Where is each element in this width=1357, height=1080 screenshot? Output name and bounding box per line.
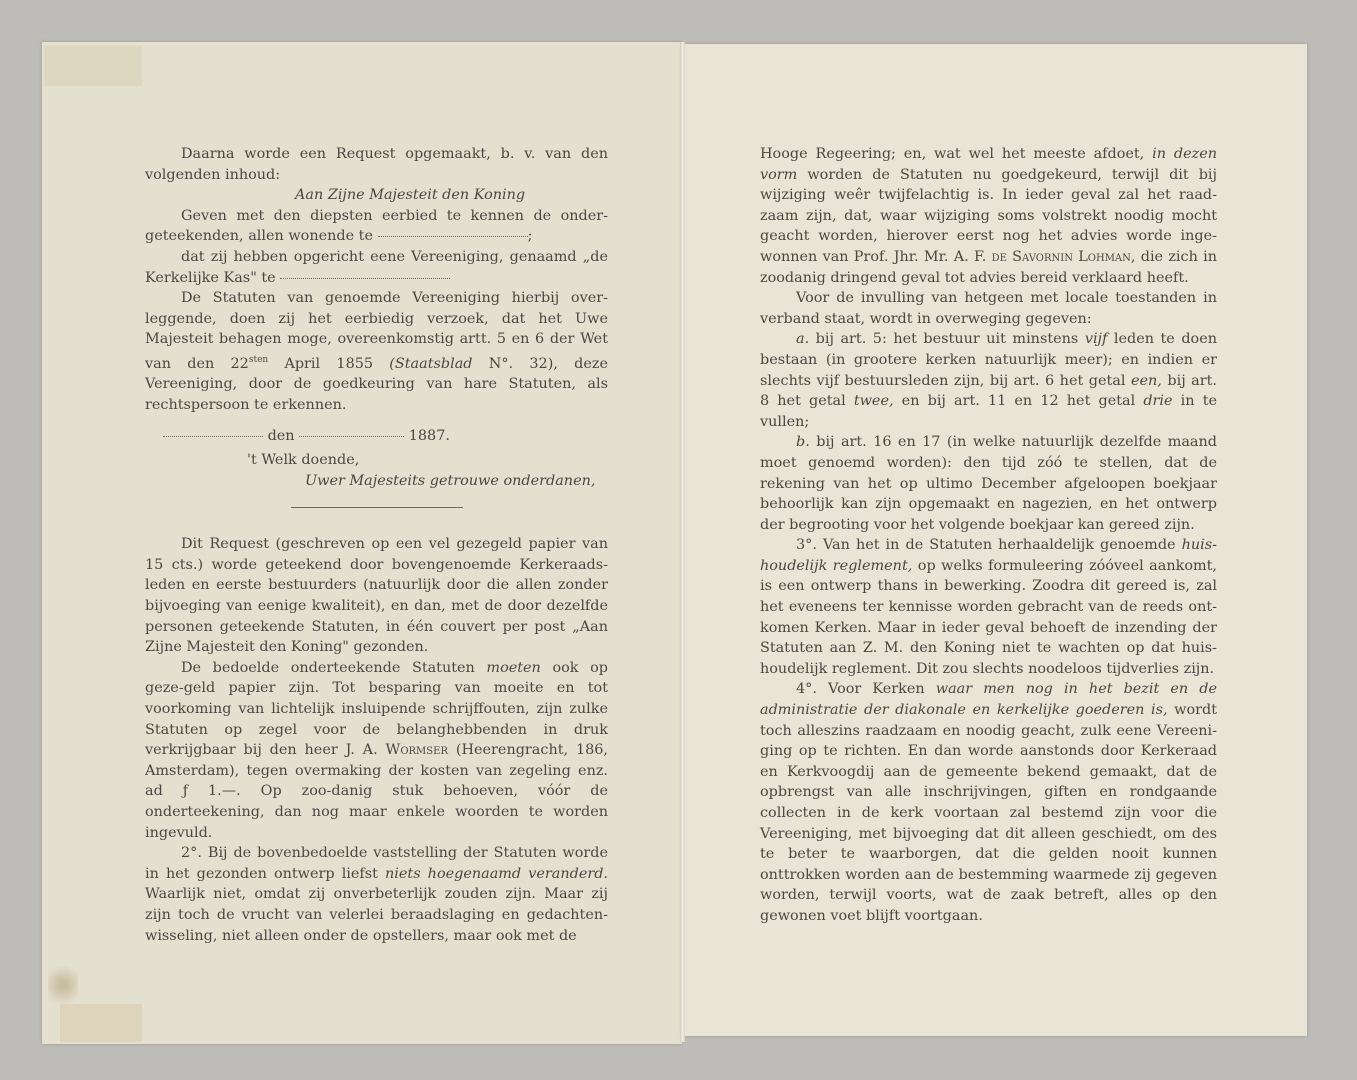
paragraph-continuation: Hooge Regeering; en, wat wel het meeste afdoet, in dezen vorm worden de Statuten nu goedgekeurd, terwijl dit bij wijziging weêr twijfelachtig is. In ieder geval zal het raad-zaam zijn, dat, waar wijziging soms volstrekt noodig mocht geacht worden, hierover eerst nog het advies worde inge-wonnen van Prof. Jhr. Mr. A. F. de Savornin Lohman, die zich in zoodanig dringend geval tot advies bereid verklaard heeft. — [760, 146, 1217, 286]
request-paragraph-2: dat zij hebben opgericht eene Vereeniging, genaamd „de Kerkelijke Kas" te — [145, 248, 608, 286]
blank-line — [378, 236, 528, 237]
blank-line — [299, 436, 404, 437]
closing-line: 't Welk doende, — [247, 452, 360, 469]
paper-stain — [48, 960, 78, 1010]
right-column — [760, 144, 1217, 927]
paragraph-item-b: b. bij art. 16 en 17 (in welke natuurlijk dezelfde maand moet genoemd worden): den tijd zóó te stellen, dat de rekening van het op ultimo December afgeloopen boekjaar behoorlijk kan zijn opgemaakt en nagezien, en het ontwerp der begrooting voor het volgende boekjaar kan gereed zijn. — [760, 434, 1217, 533]
blank-line — [163, 436, 263, 437]
page-fold — [680, 42, 685, 1042]
request-salutation: Aan Zijne Majesteit den Koning — [295, 187, 526, 204]
section-divider — [291, 507, 463, 508]
left-column — [145, 144, 608, 946]
request-paragraph-1: Geven met den diepsten eerbied te kennen de onder-geteekenden, allen wonende te ; — [145, 207, 608, 245]
intro-paragraph: Daarna worde een Request opgemaakt, b. v. van den volgenden inhoud: — [145, 146, 608, 183]
closing-signature: Uwer Majesteits getrouwe onderdanen, — [305, 472, 596, 489]
paragraph-statutes-instructions: De bedoelde onderteekende Statuten moeten ook op geze-geld papier zijn. Tot besparing van moeite en tot voorkoming van lichtelijk insluipende schrijffouten, zijn zulke Statuten op zegel voor de belanghebbenden in druk verkrijgbaar bij den heer J. A. Wormser (Heerengracht, 186, Amsterdam), tegen overmaking der kosten van zegeling enz. ad ƒ 1.—. Op zoo-danig stuk behoeven, vóór de onderteekening, dan nog maar enkele woorden te worden ingevuld. — [145, 659, 608, 841]
request-paragraph-3: De Statuten van genoemde Vereeniging hierbij over-leggende, doen zij het eerbiedig verzoek, dat het Uwe Majesteit behagen moge, overeenkomstig artt. 5 en 6 der Wet van den $22^{sten}$ April 1855 (Staatsblad N°. 32), deze Vereeniging, door de goedkeuring van hare Statuten, als rechtspersoon te erkennen. — [145, 290, 608, 413]
blank-line — [280, 278, 450, 279]
paragraph-point-3: 3°. Van het in de Statuten herhaaldelijk genoemde huis-houdelijk reglement, op welks formuleering zóóveel aankomt, is een ontwerp thans in bewerking. Zoodra dit gereed is, zal het eveneens ter kennisse worden gebracht van de reeds ont-komen Kerken. Maar in ieder geval behoeft de inzending der Statuten aan Z. M. den Koning niet te wachten op dat huis-houdelijk reglement. Dit zou slechts noodeloos tijdverlies zijn. — [760, 537, 1217, 677]
paragraph-request-instructions: Dit Request (geschreven op een vel gezegeld papier van 15 cts.) worde geteekend door bovengenoemde Kerkeraads-leden en eerste bestuurders (natuurlijk door die allen zonder bijvoeging van eenige kwaliteit), en dan, met de door dezelfde personen geteekende Statuten, in één couvert per post „Aan Zijne Majesteit den Koning" gezonden. — [145, 536, 608, 656]
date-line: den 1887. — [145, 426, 608, 447]
paragraph-item-a: a. bij art. 5: het bestuur uit minstens vijf leden te doen bestaan (in grootere kerken natuurlijk meer); en indien er slechts vijf bestuursleden zijn, bij art. 6 het getal een, bij art. 8 het getal twee, en bij art. 11 en 12 het getal drie in te vullen; — [760, 331, 1217, 430]
tape-mark-top — [44, 46, 142, 86]
paragraph-point-2: 2°. Bij de bovenbedoelde vaststelling der Statuten worde in het gezonden ontwerp liefst niets hoegenaamd veranderd. Waarlijk niet, omdat zij onverbeterlijk zouden zijn. Maar zij zijn toch de vrucht van velerlei beraadslaging en gedachten-wisseling, niet alleen onder de opstellers, maar ook met de — [145, 845, 609, 944]
paragraph-local-circumstances: Voor de invulling van hetgeen met locale toestanden in verband staat, wordt in overweging gegeven: — [760, 290, 1217, 327]
paragraph-point-4: 4°. Voor Kerken waar men nog in het bezit en de administratie der diakonale en kerkelijke goederen is, wordt toch alleszins raadzaam en noodig geacht, zulk eene Vereeni-ging op te richten. En dan worde aanstonds door Kerkeraad en Kerkvoogdij aan de gemeente bekend gemaakt, dat de opbrengst van alle inschrijvingen, giften en rondgaande collecten in de kerk voortaan zal bestemd zijn voor die Vereeniging, met bijvoeging dat dit alleen geschiedt, om des te beter te waarborgen, dat die gelden nooit kunnen onttrokken worden aan de bestemming waarmede zij gegeven worden, terwijl voorts, wat de zaak betreft, alles op den gewonen voet blijft voortgaan. — [760, 681, 1217, 924]
